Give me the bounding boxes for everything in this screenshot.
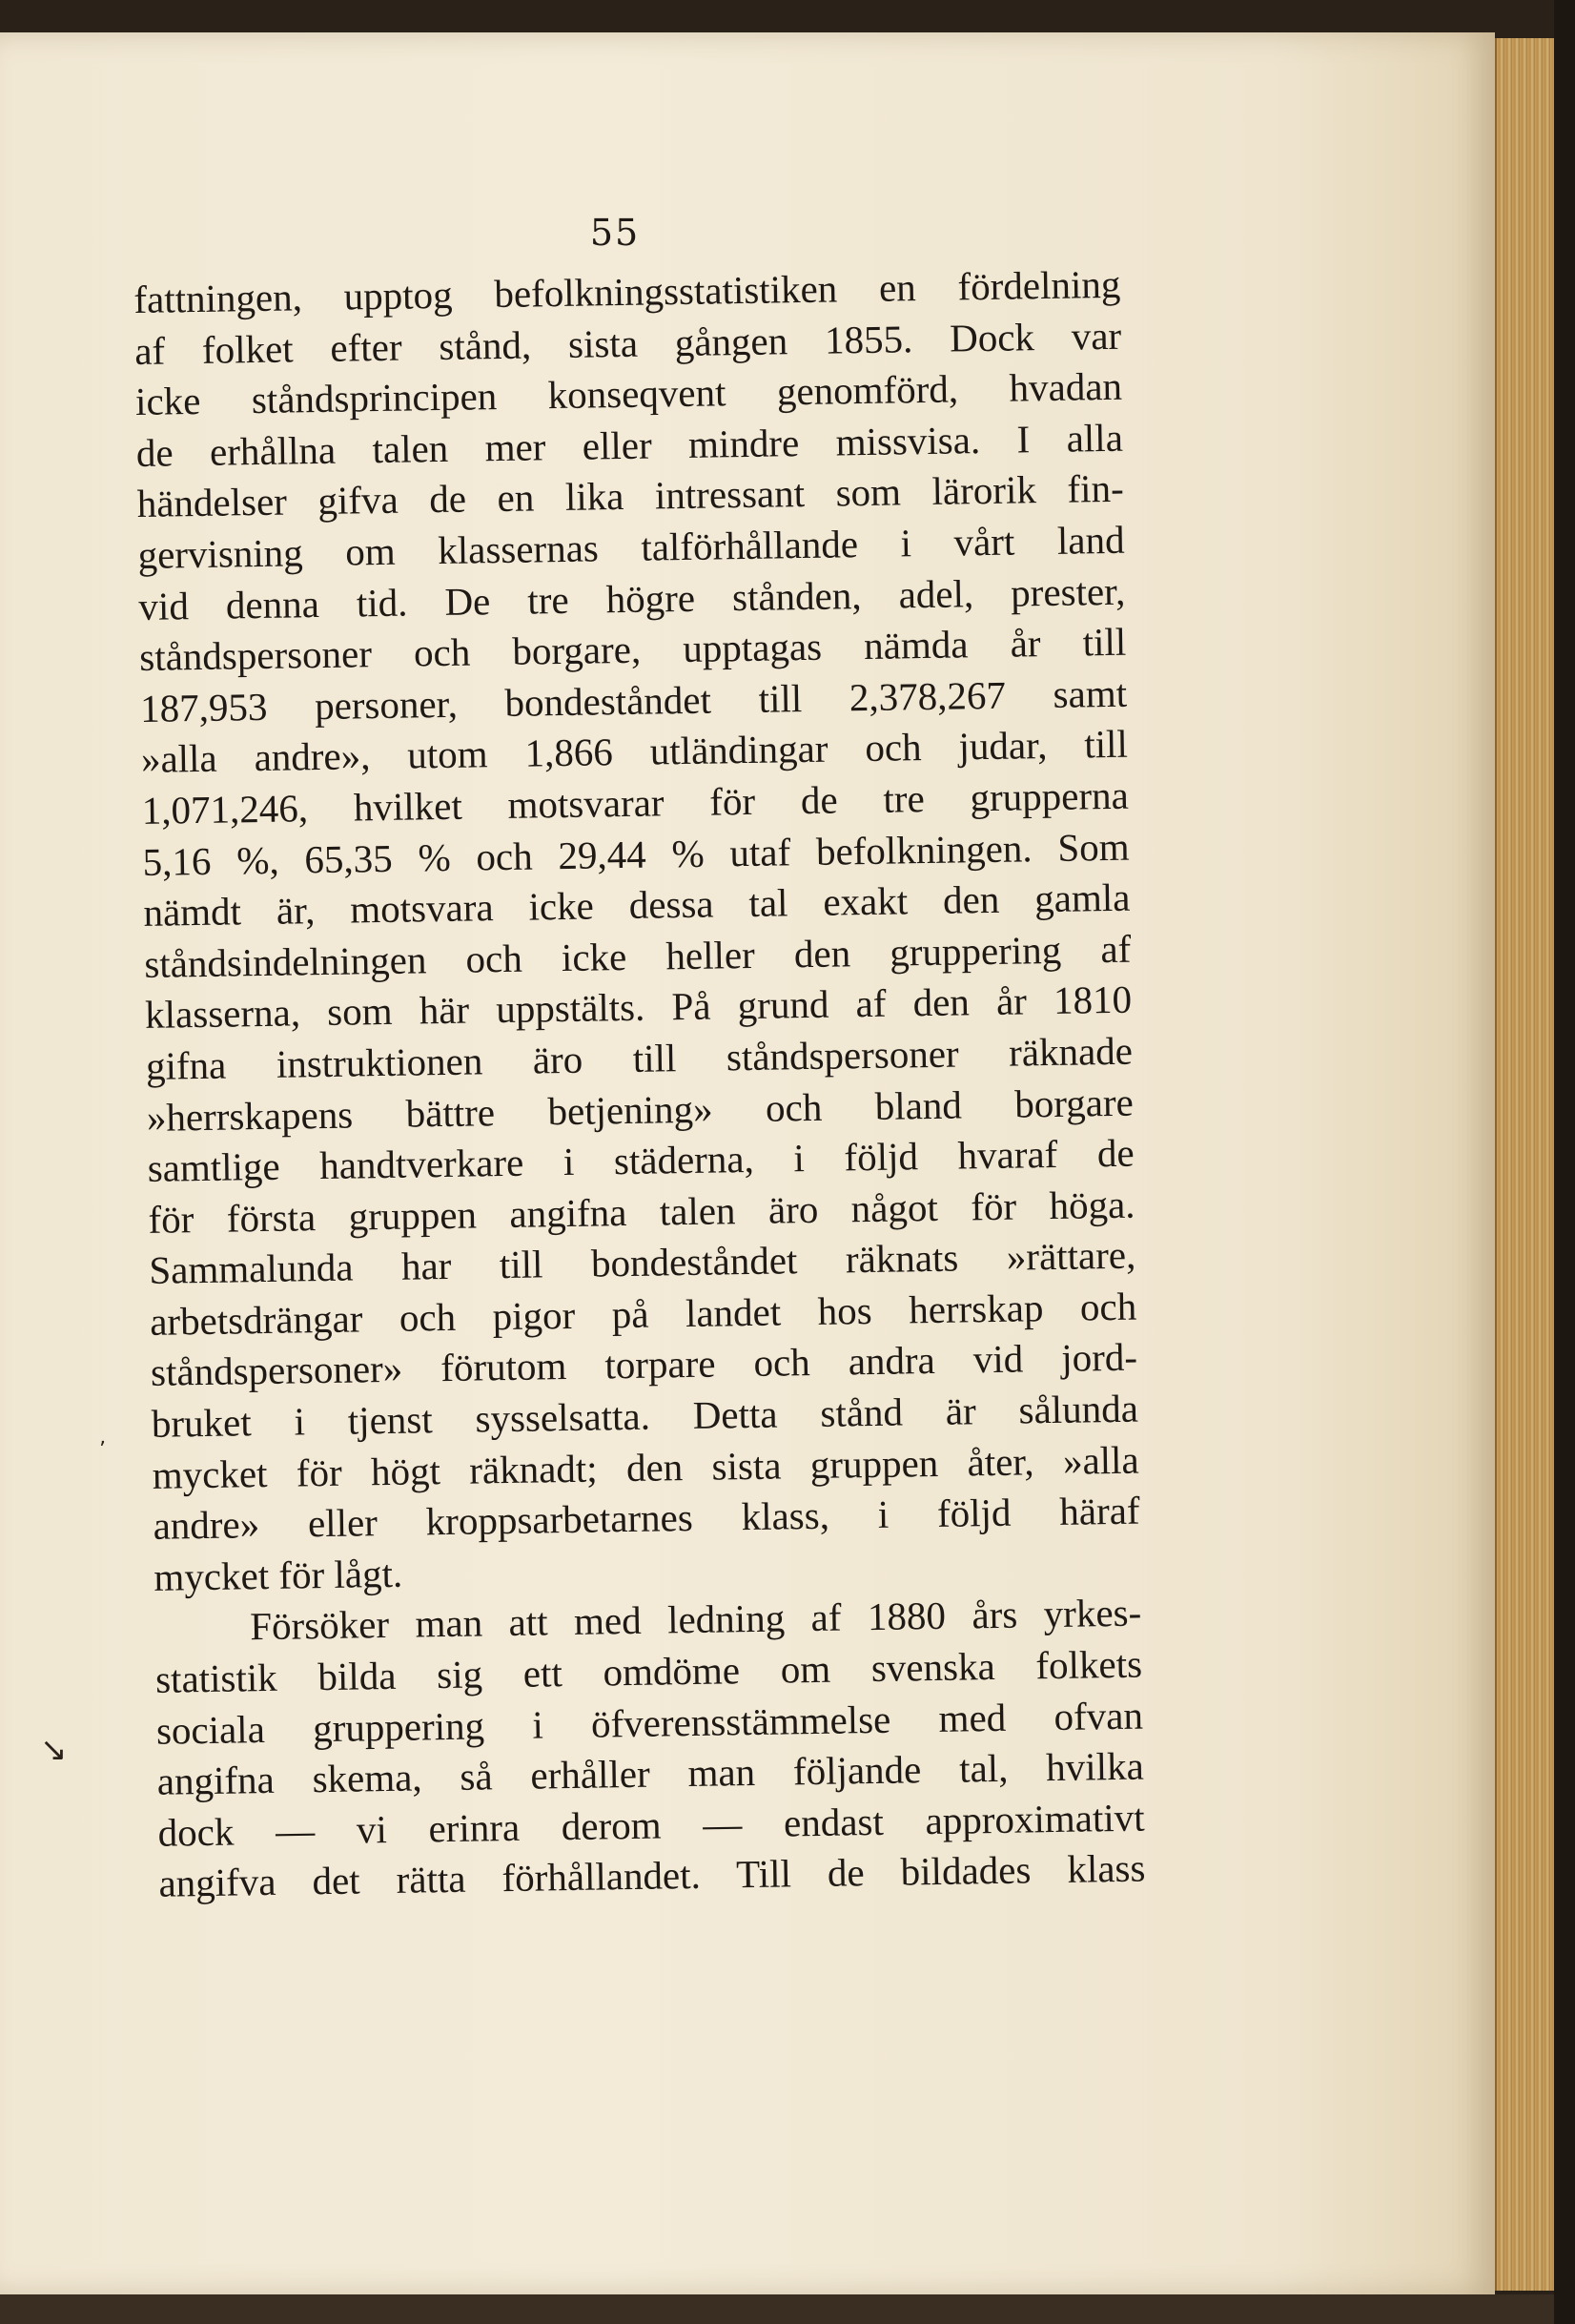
margin-tick-mark: ʼ bbox=[99, 1438, 106, 1462]
text-line: ståndspersoner» förutom torpare och andra vid jord- bbox=[150, 1335, 1138, 1395]
text-line: mycket för lågt. bbox=[153, 1551, 403, 1599]
text-line: för första gruppen angifna talen äro något för höga. bbox=[148, 1182, 1135, 1242]
text-line: bruket i tjenst sysselsatta. Detta stånd är sålunda bbox=[151, 1386, 1139, 1446]
body-text bbox=[133, 259, 1146, 1910]
text-line: fattningen, upptog befolkningsstatistiken en fördelning bbox=[133, 261, 1121, 321]
book-binding bbox=[1554, 0, 1575, 2324]
text-line: af folket efter stånd, sista gången 1855. Dock var bbox=[133, 313, 1122, 373]
text-line: 187,953 personer, bondeståndet till 2,378,267 samt bbox=[139, 670, 1128, 730]
text-line: Sammalunda har till bondeståndet räknats »rättare, bbox=[149, 1232, 1136, 1293]
text-line: dock — vi erinra derom — endast approximativt bbox=[157, 1795, 1145, 1855]
text-line: statistik bilda sig ett omdöme om svenska folkets bbox=[154, 1641, 1143, 1701]
text-line: nämdt är, motsvara icke dessa tal exakt den gamla bbox=[143, 874, 1131, 936]
text-line: ståndsindelningen och icke heller den gruppering af bbox=[143, 926, 1132, 986]
text-line: andre» eller kroppsarbetarnes klass, i följd häraf bbox=[153, 1488, 1140, 1549]
text-line: sociala gruppering i öfverensstämmelse med ofvan bbox=[155, 1693, 1144, 1753]
text-line: mycket för högt räknadt; den sista gruppen åter, »alla bbox=[152, 1437, 1140, 1497]
text-line: »alla andre», utom 1,866 utländingar och judar, till bbox=[140, 722, 1129, 782]
text-line: angifva det rätta förhållandet. Till de bildades klass bbox=[158, 1845, 1146, 1906]
text-line: gervisning om klassernas talförhållande i vårt land bbox=[137, 517, 1125, 577]
book-bottom-edge bbox=[0, 2294, 1554, 2324]
text-line: ståndspersoner och borgare, upptagas nämda år till bbox=[138, 619, 1127, 680]
page-number: 55 bbox=[589, 212, 641, 254]
text-line: händelser gifva de en lika intressant som lärorik fin- bbox=[136, 466, 1125, 526]
text-line: arbetsdrängar och pigor på landet hos herrskap och bbox=[149, 1284, 1137, 1344]
text-line: klasserna, som här uppstälts. På grund af den år 1810 bbox=[144, 977, 1133, 1038]
text-line: 5,16 %, 65,35 % och 29,44 % utaf befolkningen. Som bbox=[142, 824, 1130, 884]
margin-arrow-mark: ↘ bbox=[40, 1731, 68, 1769]
text-line: 1,071,246, hvilket motsvarar för de tre grupperna bbox=[141, 772, 1130, 833]
text-line: samtlige handtverkare i städerna, i följd hvaraf de bbox=[147, 1130, 1135, 1190]
text-line: vid denna tid. De tre högre stånden, adel, prester, bbox=[138, 568, 1126, 628]
page-edges bbox=[1495, 38, 1556, 2291]
text-line: Försöker man att med ledning af 1880 års yrkes- bbox=[249, 1591, 1142, 1649]
text-line: angifna skema, så erhåller man följande tal, hvilka bbox=[156, 1743, 1145, 1804]
text-line: »herrskapens bättre betjening» och bland borgare bbox=[146, 1080, 1135, 1140]
text-line: icke ståndsprincipen konseqvent genomförd, hvadan bbox=[134, 363, 1123, 424]
text-line: gifna instruktionen äro till ståndspersoner räknade bbox=[145, 1028, 1134, 1088]
text-line: de erhållna talen mer eller mindre missvisa. I alla bbox=[135, 415, 1124, 475]
